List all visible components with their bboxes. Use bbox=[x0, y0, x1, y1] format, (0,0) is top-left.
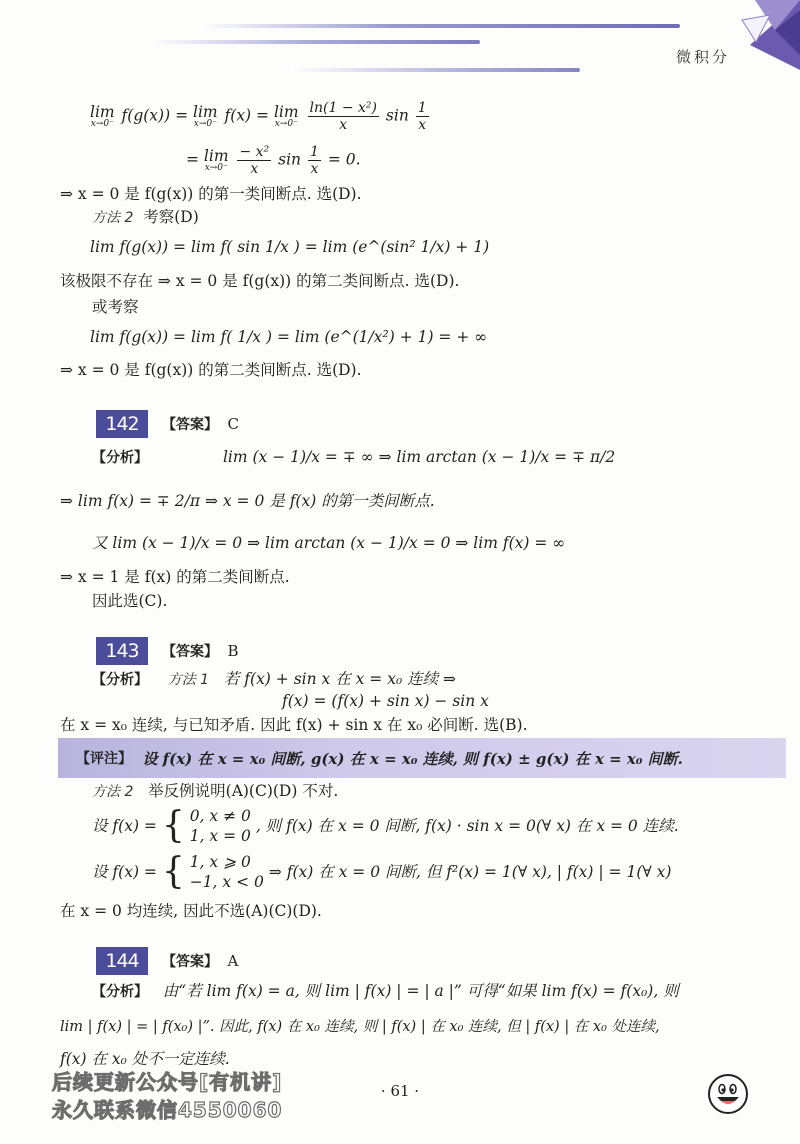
case-def-2: 设 f(x) = { 1, x ⩾ 0 −1, x < 0 ⇒ f(x) 在 x = 0 间断, 但 f²(x) = 1(∀ x), | f(x) | = 1(∀ x) bbox=[92, 851, 672, 892]
eq-line-2: = lim x→0⁻ $\frac{\text{− x²}}{x}$ sin $\frac{1}{x}$ = 0. bbox=[186, 144, 361, 177]
text-line-3: ⇒ x = 0 是 f(g(x)) 的第一类间断点. 选(D). bbox=[60, 185, 362, 203]
analysis-142-line-4: ⇒ x = 1 是 f(x) 的第二类间断点. bbox=[60, 568, 290, 586]
smiley-icon bbox=[706, 1072, 750, 1116]
analysis-144-line-3: f(x) 在 x₀ 处不一定连续. bbox=[60, 1050, 230, 1068]
method-2-143-line: 方法 2 举反例说明(A)(C)(D) 不对. bbox=[92, 782, 339, 800]
analysis-143-line-2: f(x) = (f(x) + sin x) − sin x bbox=[282, 692, 489, 710]
analysis-142-line-3: 又 lim (x − 1)/x = 0 ⇒ lim arctan (x − 1)/x = 0 ⇒ lim f(x) = ∞ bbox=[92, 534, 566, 552]
eq-line-8: lim f(g(x)) = lim f( 1/x ) = lim (e^(1/x²) + 1) = + ∞ bbox=[90, 328, 488, 346]
method-2-line: 方法 2 考察(D) bbox=[92, 208, 199, 226]
watermark-line-1: 后续更新公众号[有机讲] bbox=[52, 1070, 283, 1094]
header-bar-mid bbox=[150, 40, 480, 44]
answer-row-144: 【答案】 A bbox=[162, 952, 239, 970]
analysis-144-line-1: 【分析】 由“若 lim f(x) = a, 则 lim | f(x) | = | a |” 可得“如果 lim f(x) = f(x₀), 则 bbox=[92, 982, 679, 1000]
analysis-142-line-2: ⇒ lim f(x) = ∓ 2/π ⇒ x = 0 是 f(x) 的第一类间断点. bbox=[60, 492, 435, 510]
answer-row-143: 【答案】 B bbox=[162, 642, 239, 660]
eq-line-5: lim f(g(x)) = lim f( sin 1/x ) = lim (e^(sin² 1/x) + 1) bbox=[90, 238, 490, 256]
text-line-6: 该极限不存在 ⇒ x = 0 是 f(g(x)) 的第二类间断点. 选(D). bbox=[60, 272, 460, 290]
analysis-142-line-1: 【分析】 lim (x − 1)/x = ∓ ∞ ⇒ lim arctan (x − 1)/x = ∓ π/2 bbox=[92, 448, 616, 466]
answer-row-142: 【答案】 C bbox=[162, 415, 240, 433]
analysis-143-line-1: 【分析】 方法 1 若 f(x) + sin x 在 x = x₀ 连续 ⇒ bbox=[92, 670, 456, 688]
text-line-7: 或考察 bbox=[92, 298, 139, 316]
page-number: · 61 · bbox=[380, 1082, 420, 1100]
comment-band: 【评注】 设 f(x) 在 x = x₀ 间断, g(x) 在 x = x₀ 连续, 则 f(x) ± g(x) 在 x = x₀ 间断. bbox=[58, 738, 786, 778]
watermark-line-2: 永久联系微信4550060 bbox=[52, 1098, 283, 1122]
analysis-143-conclusion: 在 x = 0 均连续, 因此不选(A)(C)(D). bbox=[60, 902, 322, 920]
question-number-144: 144 bbox=[96, 947, 148, 975]
analysis-143-line-3: 在 x = x₀ 连续, 与已知矛盾. 因此 f(x) + sin x 在 x₀ 必间断. 选(B). bbox=[60, 716, 528, 734]
header-title: 微积分 bbox=[675, 48, 730, 66]
header-bar-low bbox=[290, 68, 580, 72]
analysis-144-line-2: lim | f(x) | = | f(x₀) |”. 因此, f(x) 在 x₀ 连续, 则 | f(x) | 在 x₀ 连续, 但 | f(x) | 在 x₀ 处连续, bbox=[60, 1019, 660, 1035]
header-bar-top bbox=[200, 24, 680, 28]
text-line-9: ⇒ x = 0 是 f(g(x)) 的第二类间断点. 选(D). bbox=[60, 361, 362, 379]
question-number-142: 142 bbox=[96, 410, 148, 438]
corner-triangle-icon bbox=[730, 0, 800, 70]
eq-line-1: lim x→0⁻ f(g(x)) = lim x→0⁻ f(x) = lim x→0⁻ $\frac{\text{ln(1 − x²)}}{x}$ sin $\frac{1}{x}$ bbox=[90, 100, 427, 133]
analysis-142-line-5: 因此选(C). bbox=[92, 592, 168, 610]
case-def-1: 设 f(x) = { 0, x ≠ 0 1, x = 0 , 则 f(x) 在 x = 0 间断, f(x) · sin x = 0(∀ x) 在 x = 0 连续. bbox=[92, 805, 679, 846]
question-number-143: 143 bbox=[96, 637, 148, 665]
